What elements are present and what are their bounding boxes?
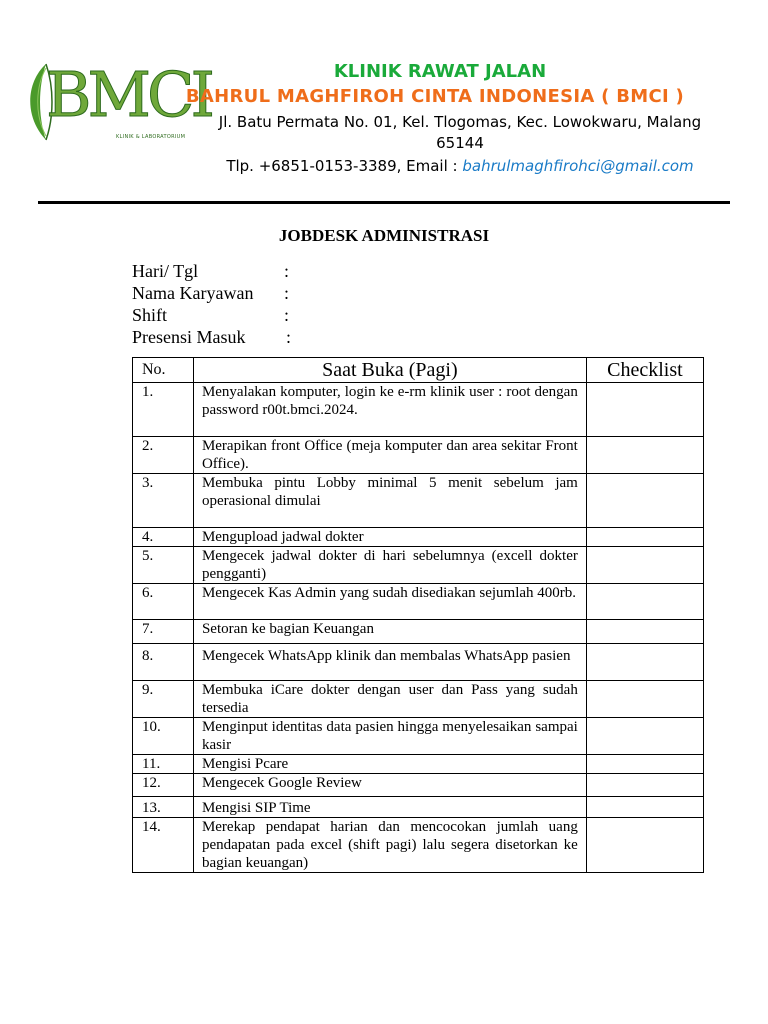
address bbox=[160, 112, 760, 154]
row-task: Menyalakan komputer, login ke e-rm klinik user : root dengan password r00t.bmci.2024. bbox=[193, 383, 586, 437]
contact-line bbox=[160, 156, 760, 177]
checklist-cell[interactable] bbox=[586, 818, 703, 873]
field-nama-karyawan bbox=[132, 282, 296, 304]
logo-text: BMCI bbox=[46, 58, 211, 131]
table-row bbox=[133, 437, 704, 474]
row-task: Mengecek WhatsApp klinik dan membalas WhatsApp pasien bbox=[193, 644, 586, 681]
field-shift bbox=[132, 304, 296, 326]
checklist-cell[interactable] bbox=[586, 644, 703, 681]
checklist-cell[interactable] bbox=[586, 797, 703, 818]
form-fields bbox=[132, 260, 296, 348]
field-label: Nama Karyawan bbox=[132, 283, 254, 303]
header-no: No. bbox=[133, 358, 194, 383]
table-row bbox=[133, 797, 704, 818]
header-checklist: Checklist bbox=[586, 358, 703, 383]
field-colon: : bbox=[284, 305, 290, 325]
row-number: 3. bbox=[133, 474, 194, 528]
field-label: Shift bbox=[132, 305, 168, 325]
field-colon: : bbox=[286, 327, 292, 347]
checklist-cell[interactable] bbox=[586, 620, 703, 644]
row-task: Mengecek Kas Admin yang sudah disediakan sejumlah 400rb. bbox=[193, 584, 586, 620]
letterhead bbox=[0, 0, 768, 200]
row-number: 7. bbox=[133, 620, 194, 644]
row-number: 13. bbox=[133, 797, 194, 818]
checklist-cell[interactable] bbox=[586, 383, 703, 437]
row-number: 8. bbox=[133, 644, 194, 681]
address-line-2: 65144 bbox=[436, 134, 484, 152]
checklist-cell[interactable] bbox=[586, 547, 703, 584]
row-number: 2. bbox=[133, 437, 194, 474]
row-number: 11. bbox=[133, 755, 194, 774]
checklist-cell[interactable] bbox=[586, 774, 703, 797]
row-task: Mengisi SIP Time bbox=[193, 797, 586, 818]
table-row bbox=[133, 755, 704, 774]
checklist-cell[interactable] bbox=[586, 584, 703, 620]
field-label: Presensi Masuk bbox=[132, 327, 246, 347]
phone-text: Tlp. +6851-0153-3389, Email : bbox=[226, 157, 463, 175]
document-title: JOBDESK ADMINISTRASI bbox=[278, 226, 490, 245]
row-number: 12. bbox=[133, 774, 194, 797]
row-task: Mengupload jadwal dokter bbox=[193, 528, 586, 547]
row-task: Membuka iCare dokter dengan user dan Pass yang sudah tersedia bbox=[193, 681, 586, 718]
field-colon: : bbox=[284, 261, 290, 281]
field-label: Hari/ Tgl bbox=[132, 261, 199, 281]
table-row bbox=[133, 620, 704, 644]
email-link[interactable]: bahrulmaghfirohci@gmail.com bbox=[462, 157, 694, 175]
checklist-cell[interactable] bbox=[586, 437, 703, 474]
clinic-name: BAHRUL MAGHFIROH CINTA INDONESIA ( BMCI ) bbox=[185, 86, 685, 107]
row-task: Menginput identitas data pasien hingga menyelesaikan sampai kasir bbox=[193, 718, 586, 755]
row-number: 1. bbox=[133, 383, 194, 437]
table-row bbox=[133, 774, 704, 797]
field-hari-tgl bbox=[132, 260, 296, 282]
table-row bbox=[133, 383, 704, 437]
row-task: Merapikan front Office (meja komputer dan area sekitar Front Office). bbox=[193, 437, 586, 474]
letterhead-text bbox=[160, 60, 760, 177]
table-row bbox=[133, 644, 704, 681]
field-colon: : bbox=[284, 283, 290, 303]
clinic-type: KLINIK RAWAT JALAN bbox=[333, 61, 547, 82]
table-row bbox=[133, 681, 704, 718]
logo-subtext: KLINIK & LABORATORIUM bbox=[116, 134, 186, 140]
checklist-cell[interactable] bbox=[586, 681, 703, 718]
row-number: 9. bbox=[133, 681, 194, 718]
row-task: Mengisi Pcare bbox=[193, 755, 586, 774]
checklist-cell[interactable] bbox=[586, 755, 703, 774]
table-row bbox=[133, 547, 704, 584]
row-task: Mengecek Google Review bbox=[193, 774, 586, 797]
row-task: Merekap pendapat harian dan mencocokan jumlah uang pendapatan pada excel (shift pagi) lalu segera disetorkan ke bagian keuangan) bbox=[193, 818, 586, 873]
table-header-row bbox=[133, 358, 704, 383]
table-row bbox=[133, 818, 704, 873]
table-row bbox=[133, 474, 704, 528]
checklist-cell[interactable] bbox=[586, 528, 703, 547]
row-number: 6. bbox=[133, 584, 194, 620]
checklist-cell[interactable] bbox=[586, 718, 703, 755]
checklist-cell[interactable] bbox=[586, 474, 703, 528]
row-task: Membuka pintu Lobby minimal 5 menit sebelum jam operasional dimulai bbox=[193, 474, 586, 528]
header-divider bbox=[38, 201, 730, 204]
table-row bbox=[133, 718, 704, 755]
row-number: 5. bbox=[133, 547, 194, 584]
jobdesk-table bbox=[132, 357, 704, 873]
table-row bbox=[133, 528, 704, 547]
header-task: Saat Buka (Pagi) bbox=[193, 358, 586, 383]
address-line-1: Jl. Batu Permata No. 01, Kel. Tlogomas, Kec. Lowokwaru, Malang bbox=[218, 113, 702, 131]
row-number: 4. bbox=[133, 528, 194, 547]
field-presensi-masuk bbox=[132, 326, 296, 348]
row-number: 10. bbox=[133, 718, 194, 755]
row-number: 14. bbox=[133, 818, 194, 873]
row-task: Mengecek jadwal dokter di hari sebelumnya (excell dokter pengganti) bbox=[193, 547, 586, 584]
row-task: Setoran ke bagian Keuangan bbox=[193, 620, 586, 644]
table-row bbox=[133, 584, 704, 620]
